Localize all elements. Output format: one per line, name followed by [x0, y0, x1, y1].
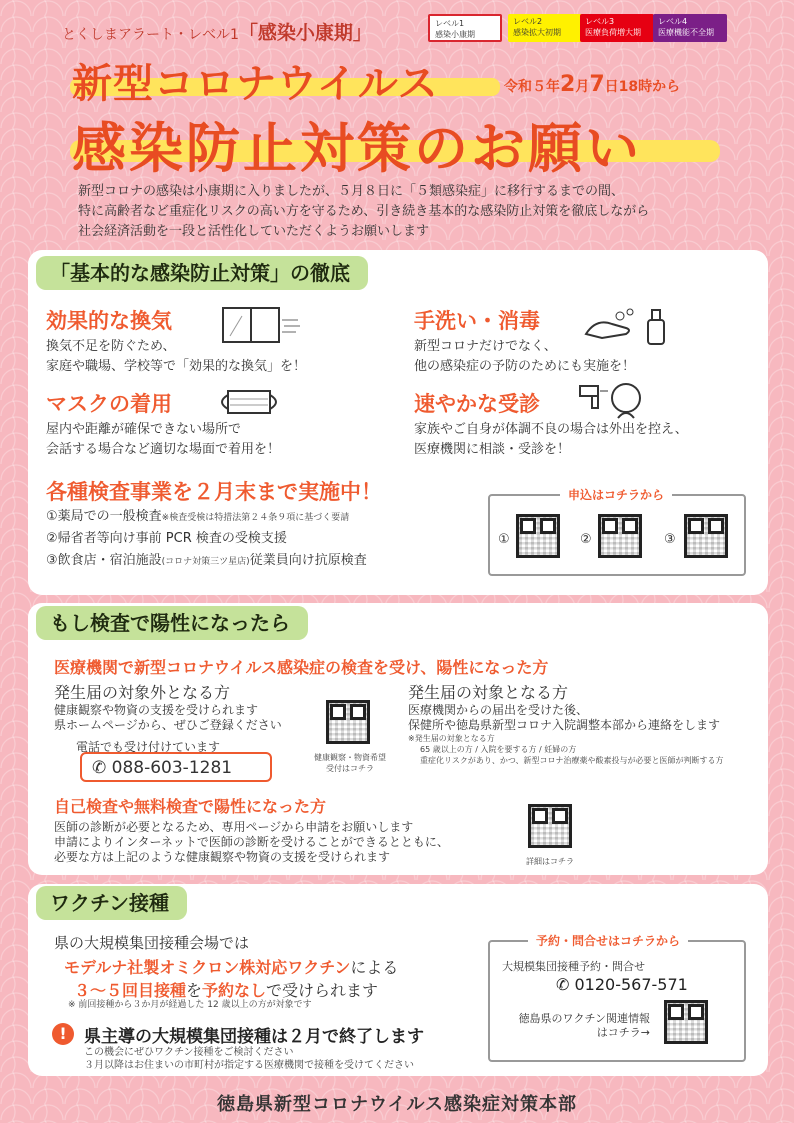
self-test-text: 医師の診断が必要となるため、専用ページから申請をお願いします 申請によりインターネットで医師の診断を受けることができるとともに、 必要な方は上記のような健康観察や物資の支援を受けられます [54, 820, 449, 864]
qr-code-health-observation[interactable] [326, 700, 370, 744]
level-3-badge: レベル3 医療負荷増大期 [580, 14, 654, 42]
qr-code-antigen[interactable] [684, 514, 728, 558]
vaccine-info-text: 徳島県のワクチン関連情報 はコチラ→ [518, 1012, 650, 1039]
apply-box-title: 申込はコチラから [560, 486, 672, 503]
tests-list [46, 506, 367, 572]
start-date: 令和５年2月7日18時から [504, 72, 681, 97]
not-notified-text: 健康観察や物資の支援を受けられます 県ホームページから、ぜひご登録ください [54, 703, 282, 732]
mask-text: 屋内や距離が確保できない場所で 会話する場合など適切な場面で着用を！ [46, 422, 281, 457]
consult-title: 速やかな受診 [414, 392, 540, 416]
footer-organization: 徳島県新型コロナウイルス感染症対策本部 [217, 1094, 577, 1115]
notified-title: 発生届の対象となる方 [408, 683, 569, 702]
positive-heading: 医療機関で新型コロナウイルス感染症の検査を受け、陽性になった方 [54, 658, 549, 677]
test-item-2: ②帰省者等向け事前 PCR 検査の受検支援 [46, 531, 287, 546]
phone-number: 088-603-1281 [111, 758, 233, 778]
test-item-3: ③飲食店・宿泊施設(コロナ対策三ツ星店)従業員向け抗原検査 [46, 553, 367, 568]
phone-box[interactable] [80, 752, 272, 782]
qr-code-pharmacy[interactable] [516, 514, 560, 558]
warning-icon: ! [52, 1023, 74, 1045]
self-test-qr-caption: 詳細はコチラ [526, 857, 574, 866]
section-2-tab: もし検査で陽性になったら [36, 606, 308, 640]
not-notified-title: 発生届の対象外となる方 [54, 683, 231, 702]
vaccine-notice-text: この機会にぜひワクチン接種をご検討ください ３月以降はお住まいの市町村が指定する医療機関で接種を受けてください [84, 1047, 414, 1071]
mask-icon [214, 385, 284, 423]
intro-text: 新型コロナの感染は小康期に入りましたが、５月８日に「５類感染症」に移行するまでの間、 特に高齢者など重症化リスクの高い方を守るため、引き続き基本的な感染防止対策を徹底しながら 社会経済活動を一段と活性化していただくようお願いします [78, 184, 650, 239]
level-1-badge: レベル1 感染小康期 [428, 14, 502, 42]
level-2-badge: レベル2 感染拡大初期 [508, 14, 582, 42]
handwash-text: 新型コロナだけでなく、 他の感染症の予防のためにも実施を！ [414, 339, 636, 374]
ventilation-text: 換気不足を防ぐため、 家庭や職場、学校等で「効果的な換気」を！ [46, 339, 307, 374]
consult-text: 家族やご自身が体調不良の場合は外出を控え、 医療機関に相談・受診を！ [414, 422, 688, 457]
phone-icon: ✆ [556, 975, 570, 994]
thermometer-icon [578, 378, 644, 426]
vaccine-line-2: モデルナ社製オミクロン株対応ワクチンによる [64, 958, 399, 977]
vaccine-note: ※ 前回接種から３か月が経過した 12 歳以上の方が対象です [68, 1000, 312, 1010]
handwash-title: 手洗い・消毒 [414, 309, 540, 333]
qr-code-vaccine-info[interactable] [664, 1000, 708, 1044]
alert-line [62, 18, 372, 45]
level-4-badge: レベル4 医療機能不全期 [653, 14, 727, 42]
qr-code-pcr[interactable] [598, 514, 642, 558]
alert-prefix: とくしまアラート・レベル1 [62, 27, 239, 43]
vaccine-phone[interactable]: ✆ 0120-567-571 [556, 975, 688, 994]
vaccine-box-title: 予約・問合せはコチラから [528, 932, 688, 949]
test-item-1: ①薬局での一般検査※検査受検は特措法第２４条９項に基づく要請 [46, 509, 350, 524]
notified-notes: ※発生届の対象となる方 65 歳以上の方 / 入院を要する方 / 妊婦の方 重症化リスクがあり、かつ、新型コロナ治療薬や酸素投与が必要と医師が判断する方 [408, 734, 724, 765]
qr-code-self-test[interactable] [528, 804, 572, 848]
mask-title: マスクの着用 [46, 392, 172, 416]
section-1-tab: 「基本的な感染防止対策」の徹底 [36, 256, 368, 290]
title-line-1: 新型コロナウイルス [72, 61, 439, 107]
alert-stage: 「感染小康期」 [238, 22, 372, 44]
qr-caption-health: 健康観察・物資希望 受付はコチラ [314, 753, 386, 773]
ventilation-title: 効果的な換気 [46, 309, 172, 333]
vaccine-box-label: 大規模集団接種予約・問合せ [502, 960, 645, 973]
vaccine-line-1: 県の大規模集団接種会場では [54, 934, 250, 952]
apply-num-2: ② [580, 532, 592, 547]
notified-text: 医療機関からの届出を受けた後、 保健所や徳島県新型コロナ入院調整本部から連絡をします [408, 703, 721, 732]
phone-label: 電話でも受け付けています [76, 740, 221, 754]
section-3-tab: ワクチン接種 [36, 886, 187, 920]
vaccine-line-3: ３～５回目接種を予約なしで受けられます [74, 981, 379, 1000]
self-test-title: 自己検査や無料検査で陽性になった方 [54, 797, 327, 816]
apply-num-3: ③ [664, 532, 676, 547]
vaccine-notice: 県主導の大規模集団接種は２月で終了します [84, 1027, 424, 1047]
phone-icon: ✆ [92, 758, 107, 778]
apply-num-1: ① [498, 532, 510, 547]
tests-title: 各種検査事業を２月末まで実施中！ [46, 480, 382, 504]
title-line-2: 感染防止対策のお願い [72, 117, 642, 180]
